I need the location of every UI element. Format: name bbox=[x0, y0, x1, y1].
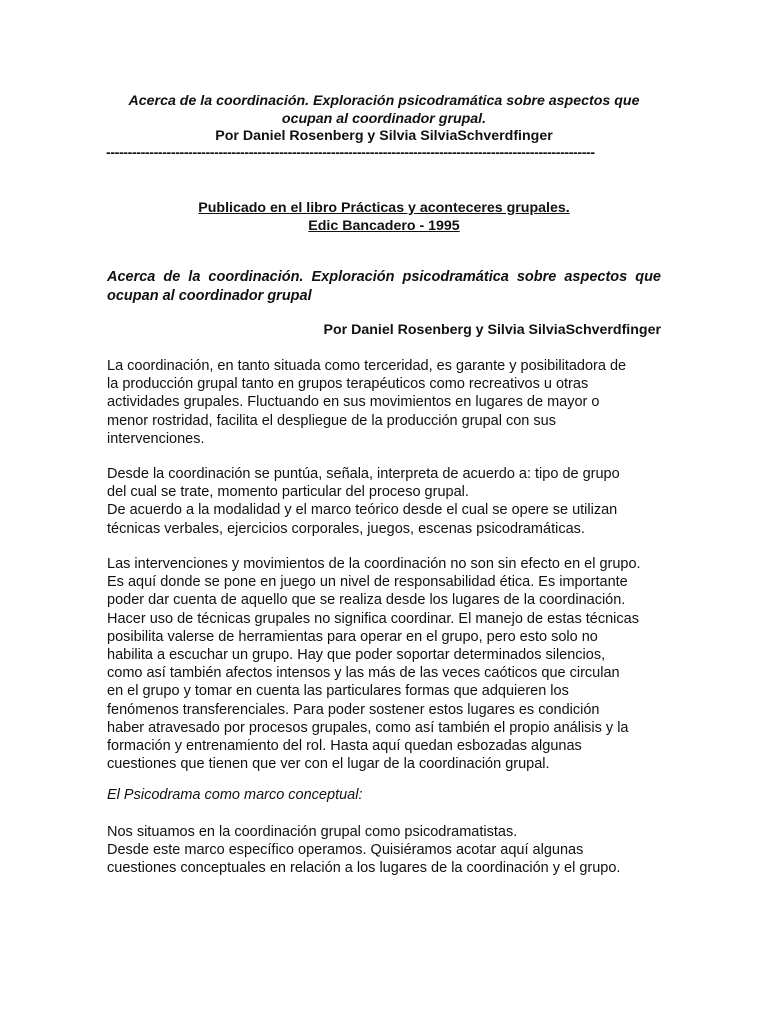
title-line-1: Acerca de la coordinación. Exploración psicodramática sobre aspectos que bbox=[128, 93, 640, 109]
document-header bbox=[106, 93, 662, 146]
separator-line: ----------------------------------------------------------------------------------------------------------------- bbox=[106, 145, 595, 161]
publication-line-1: Publicado en el libro Prácticas y aconteceres grupales. bbox=[198, 200, 570, 216]
title-line-2: ocupan al coordinador grupal. bbox=[281, 110, 487, 127]
paragraph-2: Desde la coordinación se puntúa, señala, interpreta de acuerdo a: tipo de grupo del cual se trate, momento particular del proceso grupal. De acuerdo a la modalidad y el marco teórico desde el cual se opere se utilizan técnicas verbales, ejercicios corporales, juegos, escenas psicodramáticas. bbox=[107, 466, 620, 537]
publication-info bbox=[106, 199, 662, 235]
paragraph-3: Las intervenciones y movimientos de la coordinación no son sin efecto en el grupo. Es aquí donde se pone en juego un nivel de responsabilidad ética. Es importante poder dar cuenta de aquello que se realiza desde los lugares de la coordinación. Hacer uso de técnicas grupales no significa coordinar. El manejo de estas técnicas posibilita valerse de herramientas para operar en el grupo, pero esto solo no habilita a escuchar un grupo. Hay que poder soportar determinados silencios, como así también afectos intensos y las más de las veces caóticos que circulan en el grupo y tomar en cuenta las particulares formas que adquieren los fenómenos transferenciales. Para poder sostener estos lugares es condición haber atravesado por procesos grupales, como así también el propio análisis y la formación y entrenamiento del rol. Hasta aquí quedan esbozadas algunas cuestiones que tienen que ver con el lugar de la coordinación grupal. bbox=[107, 556, 641, 773]
publication-line-2: Edic Bancadero - 1995 bbox=[308, 218, 460, 234]
paragraph-4: Nos situamos en la coordinación grupal como psicodramatistas. Desde este marco específico operamos. Quisiéramos acotar aquí algunas cuestiones conceptuales en relación a los lugares de la coordinación y el grupo. bbox=[107, 824, 621, 877]
paragraph-1: La coordinación, en tanto situada como terceridad, es garante y posibilitadora de la producción grupal tanto en grupos terapéuticos como recreativos u otras actividades grupales. Fluctuando en sus movimientos en lugares de mayor o menor rostridad, facilita el despliegue de la producción grupal con sus intervenciones. bbox=[107, 358, 627, 447]
article-byline: Por Daniel Rosenberg y Silvia SilviaSchverdfinger bbox=[323, 322, 661, 338]
article-subtitle: Acerca de la coordinación. Exploración psicodramática sobre aspectos que ocupan al coordinador grupal bbox=[107, 269, 661, 304]
section-heading: El Psicodrama como marco conceptual: bbox=[107, 787, 363, 803]
header-authors: Por Daniel Rosenberg y Silvia SilviaSchverdfinger bbox=[215, 128, 553, 144]
